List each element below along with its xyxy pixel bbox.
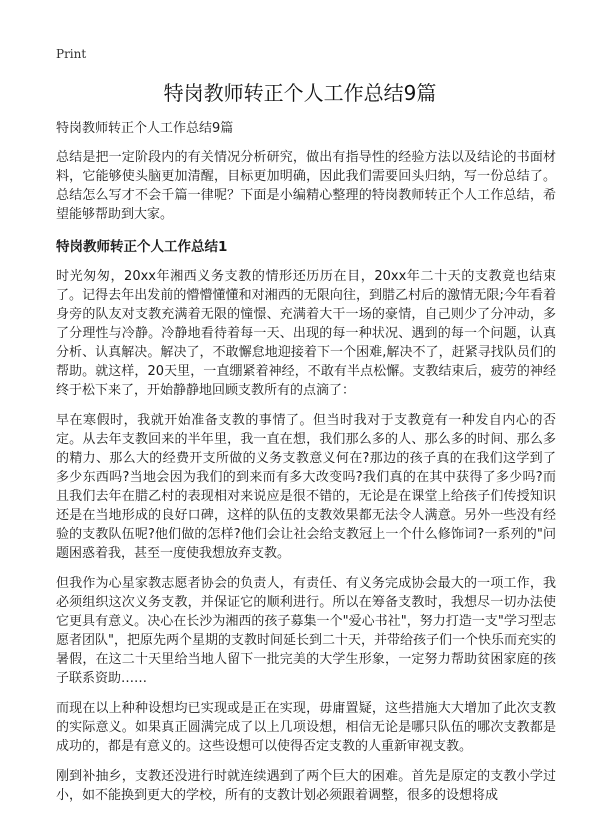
print-link[interactable]: Print bbox=[56, 47, 87, 61]
intro-paragraph: 总结是把一定阶段内的有关情况分析研究，做出有指导性的经验方法以及结论的书面材料，它能够使头脑更加清醒，目标更加明确，因此我们需要回头归纳，写一份总结了。总结怎么写才不会千篇一律呢？下面是小编精心整理的特岗教师转正个人工作总结，希望能够帮助到大家。 bbox=[56, 150, 556, 222]
document-subtitle: 特岗教师转正个人工作总结9篇 bbox=[56, 121, 234, 136]
section-heading: 特岗教师转正个人工作总结1 bbox=[56, 239, 228, 255]
body-paragraph-1: 时光匆匆，20xx年湘西义务支教的情形还历历在目，20xx年二十天的支教竟也结束了。记得去年出发前的懵懵懂懂和对湘西的无限向往，到腊乙村后的激情无限;今年看着身旁的队友对支教充满着无限的憧憬、充满着大干一场的豪情，自己则少了分冲动，多了分理性与冷静。冷静地看待着每一天、出现的每一种状况、遇到的每一个问题，认真分析、认真解决。解决了，不敢懈怠地迎接着下一个困难,解决不了，赶紧寻找队员们的帮助。就这样，20天里，一直绷紧着神经，不敢有半点松懈。支教结束后，疲劳的神经终于松下来了，开始静静地回顾支教所有的点滴了： bbox=[56, 269, 556, 398]
body-paragraph-5: 刚到补抽乡，支教还没进行时就连续遇到了两个巨大的困难。首先是原定的支教小学过小，如不能换到更大的学校，所有的支教计划必须跟着调整，很多的设想将成 bbox=[56, 769, 556, 803]
body-paragraph-3: 但我作为心星家教志愿者协会的负责人，有责任、有义务完成协会最大的一项工作，我必须组织这次义务支教，并保证它的顺利进行。所以在筹备支教时，我想尽一切办法使它更具有意义。决心在长沙为湘西的孩子募集一个"爱心书社"，努力打造一支"学习型志愿者团队"，把原先两个星期的支教时间延长到二十天，并带给孩子们一个快乐而充实的暑假，在这二十天里给当地人留下一批完美的大学生形象，一定努力帮助贫困家庭的孩子联系资助…… bbox=[56, 576, 556, 686]
body-paragraph-4: 而现在以上种种设想均已实现或是正在实现，毋庸置疑，这些措施大大增加了此次支教的实际意义。如果真正圆满完成了以上几项设想，相信无论是哪只队伍的哪次支教都是成功的，都是有意义的。这些设想可以使得否定支教的人重新审视支教。 bbox=[56, 701, 556, 754]
document-body bbox=[56, 119, 556, 816]
page-title: 特岗教师转正个人工作总结9篇 bbox=[163, 81, 437, 105]
body-paragraph-2: 早在寒假时，我就开始准备支教的事情了。但当时我对于支教竟有一种发自内心的否定。从去年支教回来的半年里，我一直在想，我们那么多的人、那么多的时间、那么多的精力、那么大的经费开支所做的义务支教意义何在?那边的孩子真的在我们这学到了多少东西吗?当地会因为我们的到来而有多大改变吗?我们真的在其中获得了多少吗?而且我们去年在腊乙村的表现相对来说应是很不错的，无论是在课堂上给孩子们传授知识还是在当地形成的良好口碑，这样的队伍的支教效果都无法令人满意。另外一些没有经验的支教队伍呢?他们做的怎样?他们会让社会给支教冠上一个什么修饰词?一系列的"问题困惑着我，甚至一度使我想放弃支教。 bbox=[56, 413, 556, 561]
